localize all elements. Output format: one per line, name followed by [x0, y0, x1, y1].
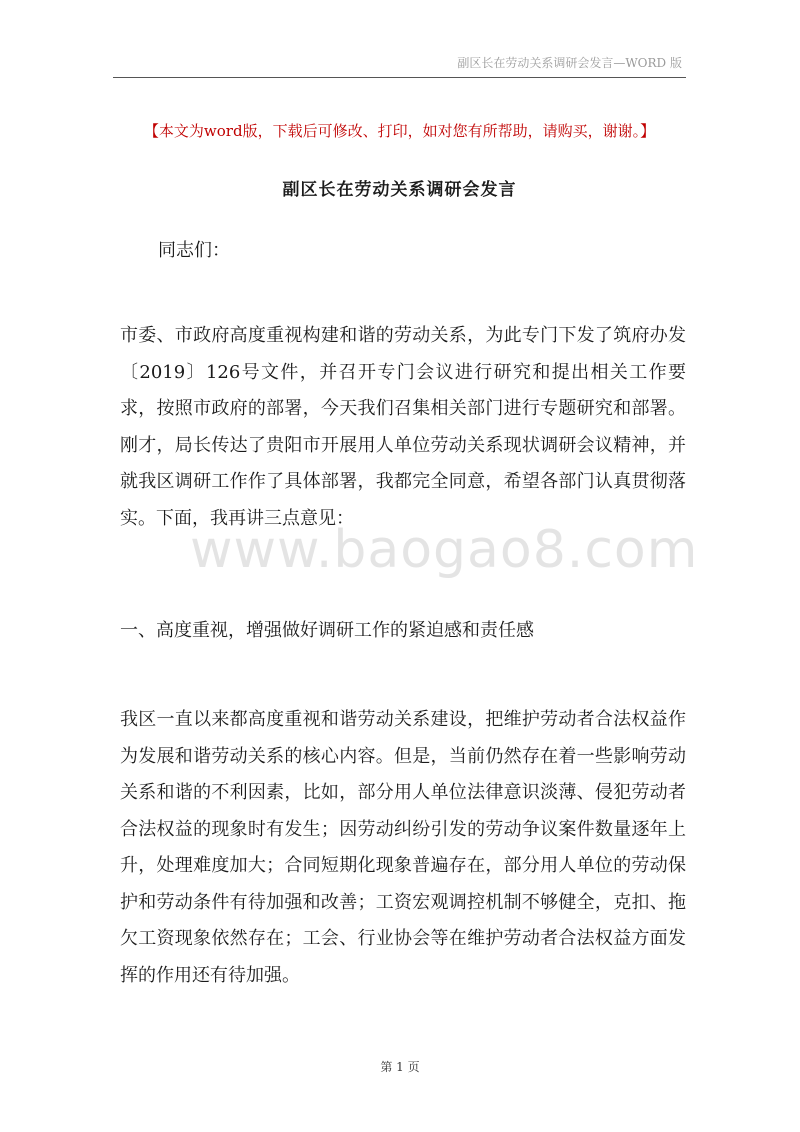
paragraph-intro: 市委、市政府高度重视构建和谐的劳动关系，为此专门下发了筑府办发〔2019〕126号文件，并召开专门会议进行研究和提出相关工作要求，按照市政府的部署，今天我们召集相关部门进行专题研究和部署。刚才，局长传达了贵阳市开展用人单位劳动关系现状调研会议精神，并就我区调研工作作了具体部署，我都完全同意，希望各部门认真贯彻落实。下面，我再讲三点意见： — [120, 325, 686, 529]
paragraph-body: 我区一直以来都高度重视和谐劳动关系建设，把维护劳动者合法权益作为发展和谐劳动关系的核心内容。但是，当前仍然存在着一些影响劳动关系和谐的不利因素，比如，部分用人单位法律意识淡薄、侵犯劳动者合法权益的现象时有发生；因劳动纠纷引发的劳动争议案件数量逐年上升，处理难度加大；合同短期化现象普遍存在，部分用人单位的劳动保护和劳动条件有待加强和改善；工资宏观调控机制不够健全，克扣、拖欠工资现象依然存在；工会、行业协会等在维护劳动者合法权益方面发挥的作用还有待加强。 — [120, 709, 686, 986]
header-divider — [113, 77, 686, 78]
salutation: 同志们： — [158, 240, 230, 261]
section-heading-1: 一、高度重视，增强做好调研工作的紧迫感和责任感 — [120, 620, 534, 641]
download-notice: 【本文为word版，下载后可修改、打印，如对您有所帮助，请购买，谢谢。】 — [143, 122, 656, 140]
document-title: 副区长在劳动关系调研会发言 — [282, 180, 517, 200]
page-number: 第 1 页 — [380, 1060, 420, 1074]
page-header: 副区长在劳动关系调研会发言—WORD 版 — [457, 56, 682, 70]
watermark: www.baogao8.com — [190, 520, 699, 580]
